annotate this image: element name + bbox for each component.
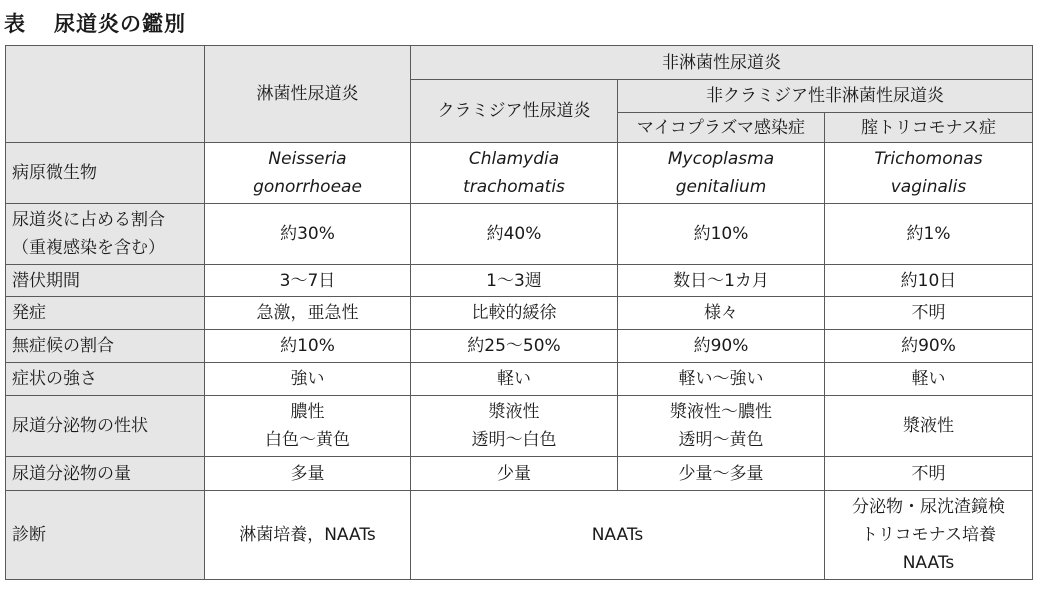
cell-chlamydial-mycoplasma-diagnosis: NAATs (411, 491, 825, 580)
header-gonococcal: 淋菌性尿道炎 (205, 46, 411, 143)
cell-gonococcal-discharge-amount: 多量 (205, 457, 411, 491)
table-title (4, 8, 186, 38)
cell-line: 分泌物・尿沈渣鏡検 (852, 497, 1005, 517)
row-header-asymptomatic (6, 330, 205, 363)
row-label-line: 潜伏期間 (12, 270, 80, 291)
row-header-onset (6, 297, 205, 330)
cell-trichomonas-asymptomatic: 約90% (825, 330, 1033, 363)
cell-trichomonas-pathogen (825, 143, 1033, 204)
row-label-line: 尿道分泌物の量 (12, 463, 131, 484)
header-corner-cell (6, 46, 205, 143)
cell-mycoplasma-asymptomatic: 約90% (618, 330, 825, 363)
cell-chlamydial-onset: 比較的緩徐 (411, 297, 618, 330)
cell-gonococcal-asymptomatic: 約10% (205, 330, 411, 363)
cell-line: 膿性 (290, 402, 325, 422)
cell-line: NAATs (902, 553, 955, 573)
cell-mycoplasma-incubation: 数日〜1カ月 (618, 265, 825, 297)
table-row (6, 491, 1033, 580)
row-label-line: 尿道分泌物の性状 (12, 416, 148, 436)
cell-trichomonas-proportion: 約1% (825, 204, 1033, 265)
row-label-line: 発症 (12, 303, 46, 323)
cell-chlamydial-severity: 軽い (411, 363, 618, 396)
cell-chlamydial-proportion: 約40% (411, 204, 618, 265)
row-header-proportion (6, 204, 205, 265)
cell-line: 白色〜黄色 (265, 430, 350, 450)
cell-line: trachomatis (463, 177, 565, 197)
header-non-chlamydial: 非クラミジア性非淋菌性尿道炎 (618, 80, 1033, 113)
cell-mycoplasma-discharge-amount: 少量〜多量 (618, 457, 825, 491)
cell-line: Neisseria (268, 149, 347, 169)
cell-gonococcal-proportion: 約30% (205, 204, 411, 265)
table-row (6, 204, 1033, 265)
cell-gonococcal-onset: 急激，亜急性 (205, 297, 411, 330)
cell-chlamydial-incubation: 1〜3週 (411, 265, 618, 297)
cell-line: 透明〜白色 (471, 430, 557, 450)
cell-chlamydial-asymptomatic: 約25〜50% (411, 330, 618, 363)
row-header-severity (6, 363, 205, 396)
cell-trichomonas-discharge-character: 漿液性 (825, 396, 1033, 457)
urethritis-differential-table (5, 45, 1033, 580)
cell-line: 漿液性 (488, 402, 540, 422)
cell-line: トリコモナス培養 (861, 525, 996, 545)
table-title-text: 尿道炎の鑑別 (54, 12, 186, 36)
cell-gonococcal-discharge-character (205, 396, 411, 457)
table-row (6, 330, 1033, 363)
cell-line: 透明〜黄色 (678, 430, 764, 450)
cell-line: gonorrhoeae (253, 177, 362, 197)
table-label: 表 (4, 12, 26, 36)
cell-trichomonas-incubation: 約10日 (825, 265, 1033, 297)
table-row (6, 143, 1033, 204)
cell-trichomonas-onset: 不明 (825, 297, 1033, 330)
row-header-diagnosis (6, 491, 205, 580)
cell-mycoplasma-proportion: 約10% (618, 204, 825, 265)
header-mycoplasma: マイコプラズマ感染症 (618, 113, 825, 143)
row-label-line: 診断 (12, 525, 46, 545)
row-label-line: 無症候の割合 (12, 336, 114, 356)
row-header-incubation (6, 265, 205, 297)
row-header-discharge-character (6, 396, 205, 457)
row-label-line: 症状の強さ (12, 369, 97, 389)
header-trichomonas: 腟トリコモナス症 (825, 113, 1033, 143)
cell-line: Chlamydia (468, 149, 560, 169)
header-non-gonococcal: 非淋菌性尿道炎 (411, 46, 1033, 80)
row-header-pathogen (6, 143, 205, 204)
cell-line: vaginalis (890, 177, 967, 197)
cell-line: 漿液性〜膿性 (670, 402, 772, 422)
cell-mycoplasma-pathogen (618, 143, 825, 204)
cell-gonococcal-severity: 強い (205, 363, 411, 396)
row-label-line: （重複感染を含む） (12, 238, 165, 258)
row-label-line: 尿道炎に占める割合 (12, 210, 165, 230)
cell-line: genitalium (675, 177, 767, 197)
cell-mycoplasma-onset: 様々 (618, 297, 825, 330)
table-row (6, 297, 1033, 330)
cell-line: Mycoplasma (667, 149, 775, 169)
table-row (6, 396, 1033, 457)
table-row (6, 457, 1033, 491)
cell-gonococcal-diagnosis: 淋菌培養，NAATs (205, 491, 411, 580)
cell-trichomonas-diagnosis (825, 491, 1033, 580)
row-header-discharge-amount (6, 457, 205, 491)
cell-trichomonas-severity: 軽い (825, 363, 1033, 396)
cell-chlamydial-discharge-character (411, 396, 618, 457)
cell-mycoplasma-severity: 軽い〜強い (618, 363, 825, 396)
cell-chlamydial-discharge-amount: 少量 (411, 457, 618, 491)
cell-mycoplasma-discharge-character (618, 396, 825, 457)
cell-gonococcal-incubation: 3〜7日 (205, 265, 411, 297)
table-row (6, 265, 1033, 297)
table-row (6, 363, 1033, 396)
cell-gonococcal-pathogen (205, 143, 411, 204)
cell-chlamydial-pathogen (411, 143, 618, 204)
cell-trichomonas-discharge-amount: 不明 (825, 457, 1033, 491)
cell-line: Trichomonas (874, 149, 983, 169)
header-chlamydial: クラミジア性尿道炎 (411, 80, 618, 143)
row-label-line: 病原微生物 (12, 163, 97, 183)
